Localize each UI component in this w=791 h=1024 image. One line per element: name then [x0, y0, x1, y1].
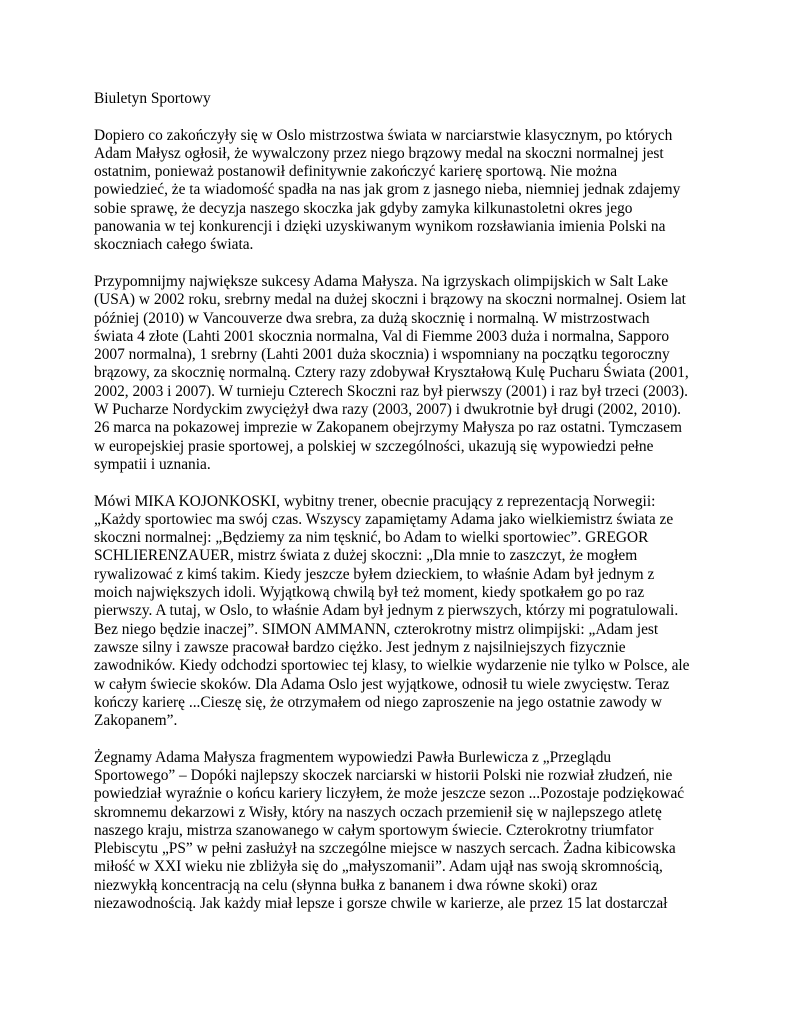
paragraph-line: ostatnim, ponieważ postanowił definitywnie zakończyć karierę sportową. Nie można: [94, 163, 618, 181]
paragraph-line: miłość w XXI wieku nie zbliżyła się do „małyszomanii”. Adam ujął nas swoją skromnością,: [94, 858, 663, 876]
paragraph-line: Dopiero co zakończyły się w Oslo mistrzostwa świata w narciarstwie klasycznym, po których: [94, 126, 673, 144]
paragraph: [94, 749, 704, 914]
paragraph-line: w całym świecie skoków. Dla Adama Oslo jest wyjątkowe, odnosił tu wiele zwycięstw. Teraz: [94, 675, 670, 693]
paragraph-line: moich największych idoli. Wyjątkową chwilą był też moment, kiedy spotkałem go po raz: [94, 584, 645, 602]
paragraph-line: skoczni normalnej: „Będziemy za nim tęsknić, bo Adam to wielki sportowiec”. GREGOR: [94, 529, 649, 547]
paragraph-line: powiedział wyraźnie o końcu kariery liczyłem, że może jeszcze sezon ...Pozostaje podziękować: [94, 785, 685, 803]
paragraph-line: Zakopanem”.: [94, 712, 178, 730]
document-body: [94, 127, 704, 914]
paragraph-line: zawsze silny i zawsze pracował bardzo ciężko. Jest jednym z najsilniejszych fizycznie: [94, 638, 626, 656]
paragraph-line: W Pucharze Nordyckim zwyciężył dwa razy (2003, 2007) i dwukrotnie był drugi (2002, 2010).: [94, 401, 681, 419]
paragraph-line: 26 marca na pokazowej imprezie w Zakopanem obejrzymy Małysza po raz ostatni. Tymczasem: [94, 419, 682, 437]
paragraph: [94, 493, 704, 731]
paragraph-line: Żegnamy Adama Małysza fragmentem wypowiedzi Pawła Burlewicza z „Przeglądu: [94, 748, 612, 766]
paragraph-line: Plebiscytu „PS” w pełni zasłużył na szczególne miejsce w naszych sercach. Żadna kibicowska: [94, 840, 676, 858]
paragraph-line: „Każdy sportowiec ma swój czas. Wszyscy zapamiętamy Adama jako wielkiemistrz świata ze: [94, 510, 674, 528]
paragraph-line: w europejskiej prasie sportowej, a polskiej w szczególności, ukazują się wypowiedzi pełne: [94, 437, 654, 455]
paragraph-line: świata 4 złote (Lahti 2001 skocznia normalna, Val di Fiemme 2003 duża i normalna, Sapporo: [94, 327, 670, 345]
paragraph-line: pierwszy. A tutaj, w Oslo, to właśnie Adam był jednym z pierwszych, którzy mi pogratulowali.: [94, 602, 679, 620]
paragraph-line: niezawodnością. Jak każdy miał lepsze i gorsze chwile w karierze, ale przez 15 lat dostarczał: [94, 895, 668, 913]
paragraph-line: powiedzieć, że ta wiadomość spadła na nas jak grom z jasnego nieba, niemniej jednak zdajemy: [94, 181, 681, 199]
paragraph-line: brązowy, za skocznię normalną. Cztery razy zdobywał Kryształową Kulę Pucharu Świata (2001,: [94, 364, 689, 382]
paragraph: [94, 273, 704, 474]
paragraph-line: Przypomnijmy największe sukcesy Adama Małysza. Na igrzyskach olimpijskich w Salt Lake: [94, 272, 669, 290]
paragraph-line: (USA) w 2002 roku, srebrny medal na dużej skoczni i brązowy na skoczni normalnej. Osiem lat: [94, 291, 686, 309]
paragraph-line: 2007 normalna), 1 srebrny (Lahti 2001 duża skocznia) i wspomniany na początku tegoroczny: [94, 346, 670, 364]
paragraph-line: niezwykłą koncentracją na celu (słynna bułka z bananem i dwa równe skoki) oraz: [94, 876, 598, 894]
paragraph-line: sobie sprawę, że decyzja naszego skoczka jak gdyby zamyka kilkunastoletni okres jego: [94, 199, 633, 217]
paragraph-line: sympatii i uznania.: [94, 455, 211, 473]
paragraph-line: Bez niego będzie inaczej”. SIMON AMMANN, czterokrotny mistrz olimpijski: „Adam jest: [94, 620, 659, 638]
paragraph-line: Adam Małysz ogłosił, że wywalczony przez niego brązowy medal na skoczni normalnej jest: [94, 144, 664, 162]
paragraph-line: Sportowego” – Dopóki najlepszy skoczek narciarski w historii Polski nie rozwiał złudzeń, nie: [94, 766, 673, 784]
paragraph: [94, 127, 704, 255]
document-page: [94, 90, 704, 932]
paragraph-line: skromnemu dekarzowi z Wisły, który na naszych oczach przemienił się w najlepszego atletę: [94, 803, 662, 821]
paragraph-line: panowania w tej konkurencji i dzięki uzyskiwanym wynikom rozsławiania imienia Polski na: [94, 218, 666, 236]
paragraph-line: SCHLIERENZAUER, mistrz świata z dużej skoczni: „Dla mnie to zaszczyt, że mogłem: [94, 547, 638, 565]
document-title: Biuletyn Sportowy: [94, 90, 211, 107]
paragraph-line: zawodników. Kiedy odchodzi sportowiec tej klasy, to wielkie wydarzenie nie tylko w Polsce, ale: [94, 657, 690, 675]
paragraph-line: Mówi MIKA KOJONKOSKI, wybitny trener, obecnie pracujący z reprezentacją Norwegii:: [94, 492, 656, 510]
paragraph-line: kończy karierę ...Cieszę się, że otrzymałem od niego zaproszenie na jego ostatnie zawody w: [94, 693, 662, 711]
paragraph-line: rywalizować z kimś takim. Kiedy jeszcze byłem dzieckiem, to właśnie Adam był jednym z: [94, 565, 655, 583]
paragraph-line: naszego kraju, mistrza szanowanego w całym sportowym świecie. Czterokrotny triumfator: [94, 821, 654, 839]
paragraph-line: 2002, 2003 i 2007). W turnieju Czterech Skoczni raz był pierwszy (2001) i raz był trzeci (2003).: [94, 382, 688, 400]
paragraph-line: skoczniach całego świata.: [94, 236, 254, 254]
paragraph-line: później (2010) w Vancouverze dwa srebra, za dużą skocznię i normalną. W mistrzostwach: [94, 309, 650, 327]
